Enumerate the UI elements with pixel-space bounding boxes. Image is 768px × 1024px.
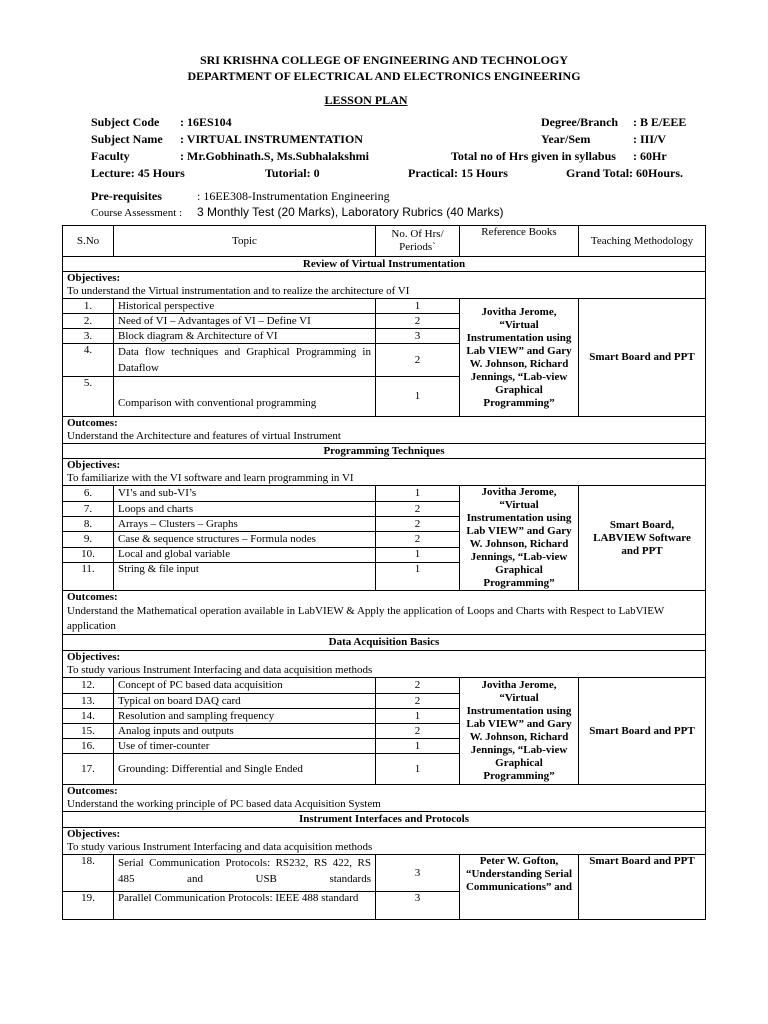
row-sno: 17. xyxy=(63,754,114,785)
row-sno: 4. xyxy=(63,344,114,377)
header-reference: Reference Books xyxy=(460,226,579,257)
lecture-hours: Lecture: 45 Hours xyxy=(91,166,185,180)
row-hours: 2 xyxy=(376,724,460,739)
row-topic: VI’s and sub-VI’s xyxy=(114,486,376,502)
outcomes-text: Understand the Mathematical operation available in LabVIEW & Apply the application of Loops and Charts with Respect to LabVIEW application xyxy=(63,604,706,635)
objectives-label: Objectives: xyxy=(63,651,706,665)
outcomes-label: Outcomes: xyxy=(63,591,706,605)
objectives-text: To study various Instrument Interfacing and data acquisition methods xyxy=(63,841,706,855)
outcomes-label: Outcomes: xyxy=(63,785,706,799)
row-hours: 3 xyxy=(376,329,460,344)
row-topic: Parallel Communication Protocols: IEEE 488 standard xyxy=(114,892,376,920)
row-hours: 2 xyxy=(376,314,460,329)
row-hours: 1 xyxy=(376,299,460,314)
header-methodology: Teaching Methodology xyxy=(579,226,706,257)
row-topic: Analog inputs and outputs xyxy=(114,724,376,739)
practical-hours: Practical: 15 Hours xyxy=(408,166,508,180)
objectives-text: To study various Instrument Interfacing and data acquisition methods xyxy=(63,664,706,678)
row-sno: 2. xyxy=(63,314,114,329)
table-row xyxy=(63,486,706,502)
row-hours: 1 xyxy=(376,547,460,562)
row-hours: 1 xyxy=(376,486,460,502)
teaching-methodology: Smart Board and PPT xyxy=(579,678,706,785)
row-sno: 16. xyxy=(63,739,114,754)
row-topic: Comparison with conventional programming xyxy=(114,377,376,417)
row-topic: Need of VI – Advantages of VI – Define VI xyxy=(114,314,376,329)
teaching-methodology: Smart Board and PPT xyxy=(579,855,706,920)
objectives-label: Objectives: xyxy=(63,459,706,473)
row-sno: 13. xyxy=(63,694,114,709)
department-name: DEPARTMENT OF ELECTRICAL AND ELECTRONICS ENGINEERING xyxy=(187,69,581,83)
outcomes-text: Understand the Architecture and features of virtual Instrument xyxy=(63,430,706,444)
row-hours: 2 xyxy=(376,532,460,547)
row-sno: 1. xyxy=(63,299,114,314)
row-topic: String & file input xyxy=(114,562,376,590)
degree-label: Degree/Branch xyxy=(541,115,619,129)
row-sno: 18. xyxy=(63,855,114,892)
reference-books: Jovitha Jerome, “Virtual Instrumentation using Lab VIEW” and Gary W. Johnson, Richard Jennings, “Lab-view Graphical Programming” xyxy=(460,678,579,785)
faculty: : Mr.Gobhinath.S, Ms.Subhalakshmi xyxy=(180,149,369,163)
row-hours: 1 xyxy=(376,377,460,417)
row-topic: Serial Communication Protocols: RS232, RS 422, RS 485 and USB standards xyxy=(114,855,376,892)
row-topic: Historical perspective xyxy=(114,299,376,314)
row-hours: 3 xyxy=(376,855,460,892)
teaching-methodology: Smart Board, LABVIEW Software and PPT xyxy=(579,486,706,591)
table-row xyxy=(63,678,706,694)
row-topic: Loops and charts xyxy=(114,502,376,517)
unit-title: Review of Virtual Instrumentation xyxy=(63,257,706,272)
row-topic: Block diagram & Architecture of VI xyxy=(114,329,376,344)
subject-code-label: Subject Code xyxy=(91,115,160,129)
row-sno: 8. xyxy=(63,517,114,532)
row-sno: 3. xyxy=(63,329,114,344)
row-topic: Arrays – Clusters – Graphs xyxy=(114,517,376,532)
row-topic: Concept of PC based data acquisition xyxy=(114,678,376,694)
faculty-label: Faculty xyxy=(91,149,130,163)
outcomes-text: Understand the working principle of PC based data Acquisition System xyxy=(63,798,706,812)
unit-title: Programming Techniques xyxy=(63,444,706,459)
row-hours: 2 xyxy=(376,678,460,694)
prereq-label: Pre-requisites xyxy=(91,189,162,203)
year-label: Year/Sem xyxy=(541,132,591,146)
row-hours: 2 xyxy=(376,344,460,377)
year-value: : III/V xyxy=(633,132,667,146)
row-topic: Case & sequence structures – Formula nodes xyxy=(114,532,376,547)
assessment-label: Course Assessment : xyxy=(91,207,183,219)
degree-value: : B E/EEE xyxy=(633,115,687,129)
row-hours: 1 xyxy=(376,562,460,590)
row-hours: 2 xyxy=(376,502,460,517)
objectives-text: To familiarize with the VI software and learn programming in VI xyxy=(63,472,706,486)
total-hours-value: : 60Hr xyxy=(633,149,667,163)
reference-books: Peter W. Gofton, “Understanding Serial Communications” and xyxy=(460,855,579,920)
total-hours-label: Total no of Hrs given in syllabus xyxy=(451,149,616,163)
lesson-plan-table xyxy=(62,225,706,920)
table-header-row xyxy=(63,226,706,257)
reference-books: Jovitha Jerome, “Virtual Instrumentation using Lab VIEW” and Gary W. Johnson, Richard Jennings, “Lab-view Graphical Programming” xyxy=(460,299,579,417)
grand-total: Grand Total: 60Hours. xyxy=(566,166,684,180)
row-sno: 9. xyxy=(63,532,114,547)
row-topic: Grounding: Differential and Single Ended xyxy=(114,754,376,785)
row-sno: 15. xyxy=(63,724,114,739)
header-topic: Topic xyxy=(114,226,376,257)
college-name: SRI KRISHNA COLLEGE OF ENGINEERING AND TECHNOLOGY xyxy=(199,53,569,67)
table-row xyxy=(63,299,706,314)
row-hours: 1 xyxy=(376,739,460,754)
tutorial-hours: Tutorial: 0 xyxy=(265,166,320,180)
row-topic: Resolution and sampling frequency xyxy=(114,709,376,724)
row-sno: 12. xyxy=(63,678,114,694)
row-hours: 3 xyxy=(376,892,460,920)
row-sno: 6. xyxy=(63,486,114,502)
unit-title: Data Acquisition Basics xyxy=(63,635,706,651)
row-sno: 19. xyxy=(63,892,114,920)
objectives-label: Objectives: xyxy=(63,272,706,286)
row-sno: 10. xyxy=(63,547,114,562)
row-topic: Use of timer-counter xyxy=(114,739,376,754)
row-sno: 7. xyxy=(63,502,114,517)
row-hours: 1 xyxy=(376,709,460,724)
outcomes-label: Outcomes: xyxy=(63,417,706,431)
assessment-value: 3 Monthly Test (20 Marks), Laboratory Rubrics (40 Marks) xyxy=(197,205,504,219)
teaching-methodology: Smart Board and PPT xyxy=(579,299,706,417)
row-topic: Local and global variable xyxy=(114,547,376,562)
row-hours: 2 xyxy=(376,517,460,532)
subject-name-label: Subject Name xyxy=(91,132,163,146)
objectives-label: Objectives: xyxy=(63,828,706,842)
table-row xyxy=(63,855,706,892)
row-topic: Data flow techniques and Graphical Programming in Dataflow xyxy=(114,344,376,377)
reference-books: Jovitha Jerome, “Virtual Instrumentation using Lab VIEW” and Gary W. Johnson, Richard Jennings, “Lab-view Graphical Programming” xyxy=(460,486,579,591)
objectives-text: To understand the Virtual instrumentation and to realize the architecture of VI xyxy=(63,285,706,299)
subject-name: : VIRTUAL INSTRUMENTATION xyxy=(180,132,363,146)
row-sno: 14. xyxy=(63,709,114,724)
unit-title: Instrument Interfaces and Protocols xyxy=(63,812,706,828)
prereq-value: : 16EE308-Instrumentation Engineering xyxy=(197,189,390,203)
row-topic: Typical on board DAQ card xyxy=(114,694,376,709)
header-sno: S.No xyxy=(63,226,114,257)
row-hours: 2 xyxy=(376,694,460,709)
row-hours: 1 xyxy=(376,754,460,785)
row-sno: 11. xyxy=(63,562,114,590)
row-sno: 5. xyxy=(63,377,114,417)
subject-code: : 16ES104 xyxy=(180,115,232,129)
header-hours: No. Of Hrs/ Periods` xyxy=(376,226,460,257)
doc-title: LESSON PLAN xyxy=(324,93,408,107)
